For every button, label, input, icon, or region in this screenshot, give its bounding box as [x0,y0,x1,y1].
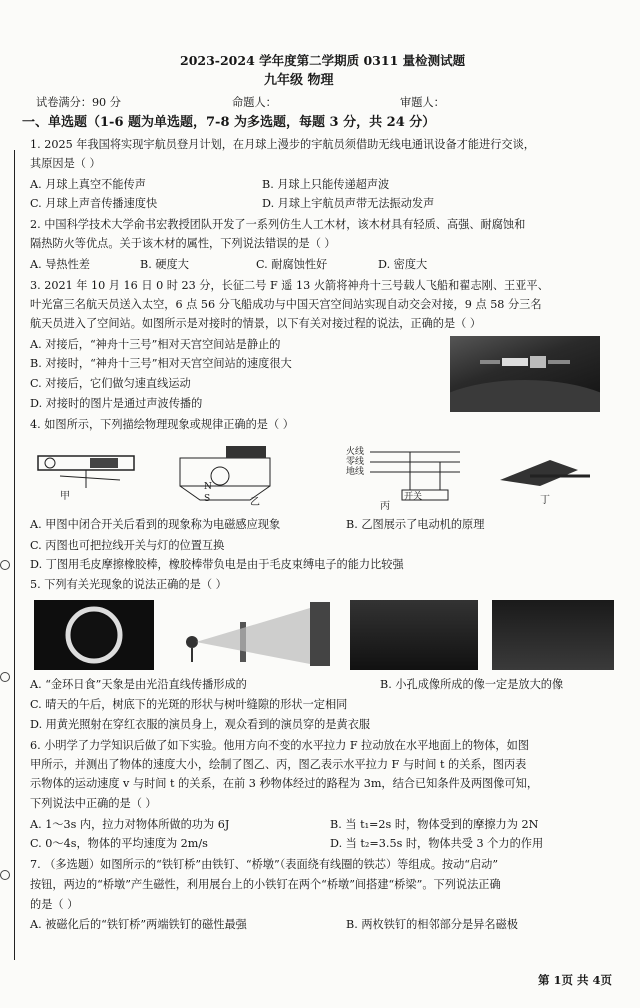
pinhole-figure [170,598,338,670]
option-a: A. 导热性差 [30,258,90,271]
option-a: A. 甲图中闭合开关后看到的现象称为电磁感应现象 [30,518,281,531]
question-text: 叶光富三名航天员送入太空，6 点 56 分飞船成功与中国天宫空间站实现自动交会对接，9 点 58 分三名 [30,298,542,311]
figure-label: 火线 [346,447,365,457]
tree-light-photo [350,600,478,670]
question-text: 甲所示，并测出了物体的速度大小，绘制了图乙、丙，图乙表示水平拉力 F 与时间 t 的关系，图丙表 [30,758,527,771]
question-text: 3. 2021 年 10 月 16 日 0 时 23 分，长征二号 F 遥 13 火箭将神舟十三号载人飞船和翟志刚、王亚平、 [30,279,549,292]
option-a: A. 对接后，“神舟十三号”相对天宫空间站是静止的 [30,338,281,351]
option-b: B. 小孔成像所成的像一定是放大的像 [380,678,564,691]
figure-label: 丁 [540,495,550,506]
question-text: 其原因是（ ） [30,157,101,170]
option-c: C. 耐腐蚀性好 [256,258,328,271]
option-a: A. 1～3s 内，拉力对物体所做的功为 6J [30,818,230,831]
question-text: 隔热防火等优点。关于该木材的属性，下列说法错误的是（ ） [30,237,336,250]
option-d: D. 密度大 [378,258,428,271]
option-c: C. 0～4s，物体的平均速度为 2m/s [30,837,208,850]
binding-hole [0,672,10,682]
question-text: 航天员进入了空间站。如图所示是对接时的情景，以下有关对接过程的说法，正确的是（ ） [30,317,482,330]
option-d: D. 用黄光照射在穿红衣服的演员身上，观众看到的演员穿的是黄衣服 [30,718,371,731]
option-c: C. 对接后，它们做匀速直线运动 [30,377,191,390]
page-number: 第 1页 共 4页 [537,973,612,987]
section-title: 一、单选题（1-6 题为单选题，7-8 为多选题，每题 3 分，共 24 分） [22,115,436,130]
exam-title: 2023-2024 学年度第二学期质 0311 量检测试题 [180,53,466,68]
figure-label: 乙 [250,497,260,508]
eclipse-photo [34,600,154,670]
figure-label: 地线 [346,467,365,477]
docking-photo [450,336,600,412]
binding-hole [0,870,10,880]
grade-subject: 九年级 物理 [264,73,334,88]
option-b: B. 当 t₁=2s 时，物体受到的摩擦力为 2N [330,818,539,831]
question-text: 下列说法中正确的是（ ） [30,797,157,810]
option-c: C. 晴天的午后，树底下的光斑的形状与树叶缝隙的形状一定相同 [30,698,348,711]
option-d: D. 对接时的图片是通过声波传播的 [30,397,203,410]
question-text: 7. （多选题）如图所示的“铁钉桥”由铁钉、“桥墩”（表面绕有线圈的铁芯）等组成。按动“启动” [30,858,499,871]
question-text: 5. 下列有关光现象的说法正确的是（ ） [30,578,227,591]
performer-photo [492,600,614,670]
question-text: 1. 2025 年我国将实现宇航员登月计划，在月球上漫步的宇航员须借助无线电通讯设备才能进行交谈， [30,138,535,151]
option-b: B. 对接时，“神舟十三号”相对天宫空间站的速度很大 [30,357,292,370]
option-c: C. 丙图也可把拉线开关与灯的位置互换 [30,539,225,552]
option-d: D. 当 t₂=3.5s 时，物体共受 3 个力的作用 [330,837,544,850]
question-text: 按钮，两边的“桥墩”产生磁性，利用展台上的小铁钉在两个“桥墩”间搭建“桥梁”。下列说法正确 [30,878,501,891]
option-b: B. 硬度大 [140,258,189,271]
option-c: C. 月球上声音传播速度快 [30,197,158,210]
question-text: 示物体的运动速度 v 与时间 t 的关系，在前 3 秒物体经过的路程为 3m，结合已知条件及两图像可知， [30,777,539,790]
figure-label: 零线 [346,457,365,467]
option-a: A. 月球上真空不能传声 [30,178,146,191]
figure-label: S [204,494,211,504]
binding-hole [0,560,10,570]
full-score: 试卷满分：90 分 [36,96,121,109]
option-b: B. 两枚铁钉的相邻部分是异名磁极 [346,918,518,931]
reviewer: 审题人： [400,96,445,109]
option-a: A. 被磁化后的“铁钉桥”两端铁钉的磁性最强 [30,918,247,931]
figure-label: 丙 [380,501,390,512]
option-a: A. “金环日食”天象是由光沿直线传播形成的 [30,678,247,691]
option-b: B. 月球上只能传递超声波 [262,178,390,191]
question-text: 6. 小明学了力学知识后做了如下实验。他用方向不变的水平拉力 F 拉动放在水平地面上的物体，如图 [30,739,529,752]
binding-line [14,150,15,960]
option-d: D. 丁图用毛皮摩擦橡胶棒，橡胶棒带负电是由于毛皮束缚电子的能力比较强 [30,558,404,571]
option-b: B. 乙图展示了电动机的原理 [346,518,485,531]
figure-label: 开关 [404,492,423,502]
setter: 命题人： [232,96,277,109]
question-text: 的是（ ） [30,898,79,911]
option-d: D. 月球上宇航员声带无法振动发声 [262,197,435,210]
q4-figures [30,440,610,514]
figure-label: 甲 [60,491,70,502]
figure-label: N [204,482,212,492]
question-text: 4. 如图所示，下列描绘物理现象或规律正确的是（ ） [30,418,294,431]
question-text: 2. 中国科学技术大学俞书宏教授团队开发了一系列仿生人工木材，该木材具有轻质、高强、耐腐蚀和 [30,218,526,231]
